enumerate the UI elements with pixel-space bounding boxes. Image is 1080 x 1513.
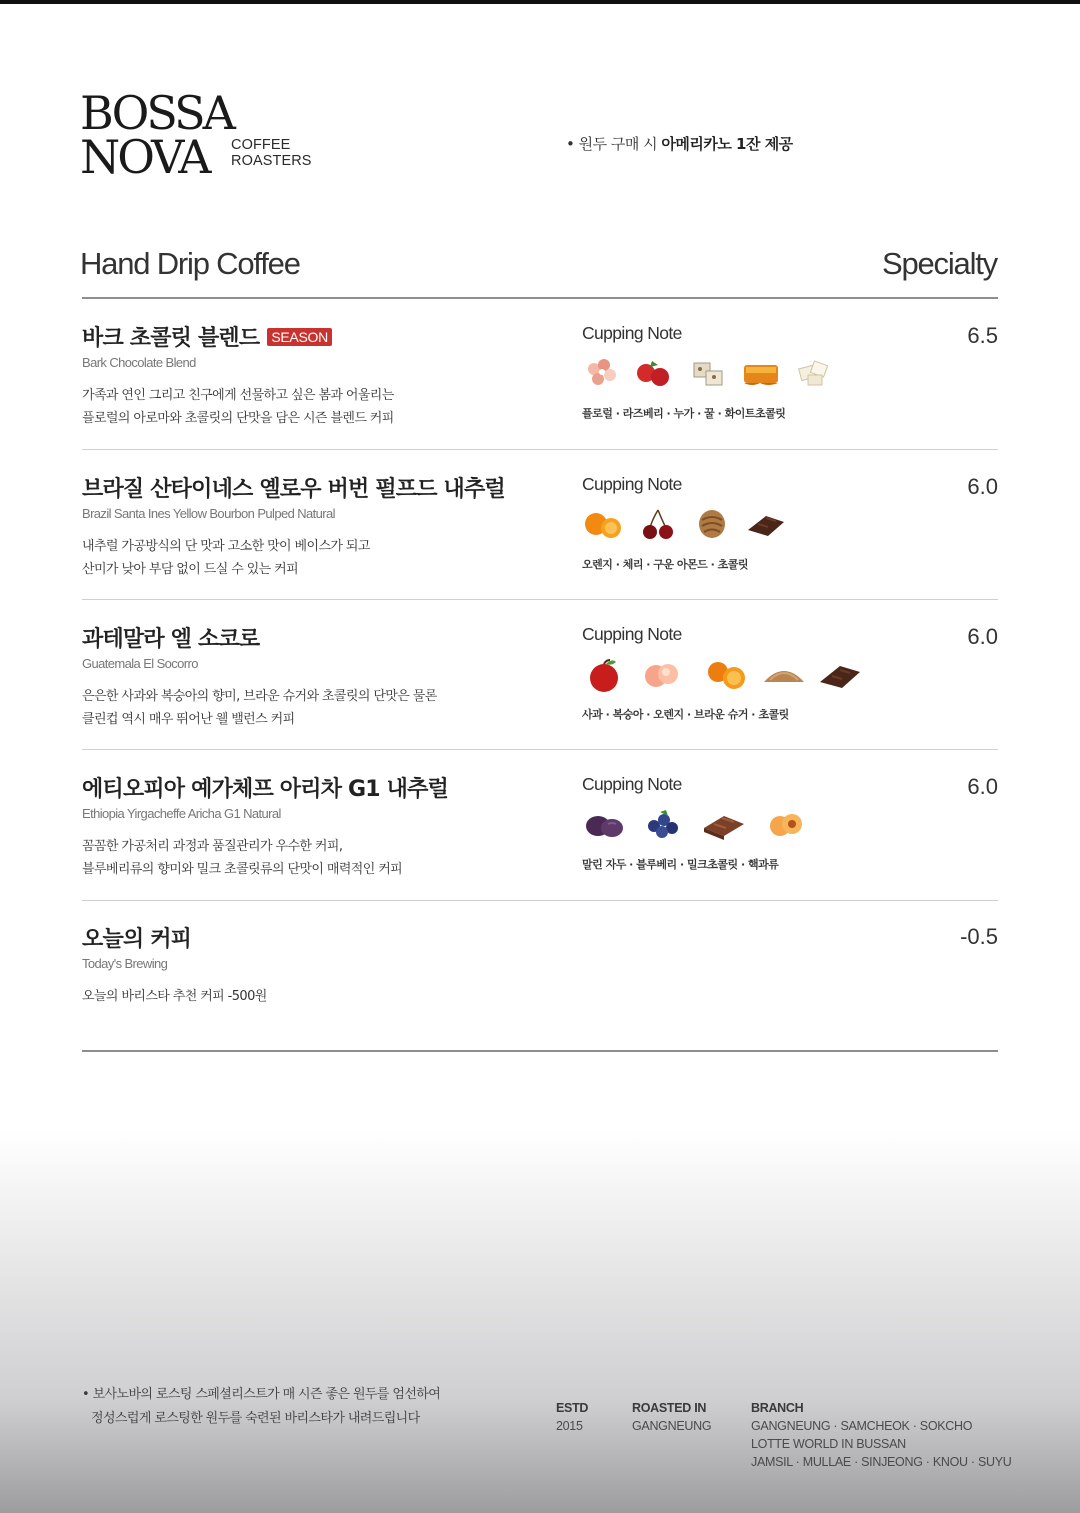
- item-description: [82, 535, 370, 581]
- item-price: 6.0: [967, 624, 998, 649]
- item-description-line: 꼼꼼한 가공처리 과정과 품질관리가 우수한 커피,: [82, 839, 343, 854]
- item-price: -0.5: [960, 924, 998, 949]
- footer-roasted-in: [632, 1399, 711, 1435]
- item-divider: [82, 449, 998, 450]
- cupping-notes-text: 말린 자두 · 블루베리 · 밀크초콜릿 · 핵과류: [582, 858, 779, 871]
- item-description-line: 클린컵 역시 매우 뛰어난 웰 밸런스 커피: [82, 712, 295, 727]
- milk-chocolate-icon: [700, 806, 748, 842]
- item-description-line: 가족과 연인 그리고 친구에게 선물하고 싶은 봄과 어울리는: [82, 388, 394, 403]
- almond-icon: [692, 506, 732, 542]
- notice-prefix: • 원두 구매 시: [566, 135, 662, 153]
- top-border: [0, 0, 1080, 4]
- menu-bottom-divider: [82, 1050, 998, 1052]
- item-name: [82, 321, 332, 352]
- nougat-icon: [688, 355, 728, 391]
- item-name: 오늘의 커피: [82, 927, 192, 952]
- footer-message: [82, 1383, 440, 1431]
- logo-tagline: COFFEE ROASTERS: [231, 137, 312, 169]
- floral-icon: [582, 355, 622, 391]
- cherry-icon: [638, 506, 678, 542]
- item-description: [82, 835, 402, 881]
- item-divider: [82, 900, 998, 901]
- roasted-value: GANGNEUNG: [632, 1419, 712, 1433]
- cupping-notes-text: 플로럴 · 라즈베리 · 누가 · 꿀 · 화이트초콜릿: [582, 407, 786, 420]
- item-description-line: 은은한 사과와 복숭아의 향미, 브라운 슈거와 초콜릿의 단맛은 물론: [82, 689, 437, 704]
- item-name-text: 바크 초콜릿 블렌드: [82, 326, 260, 351]
- brand-logo: [80, 86, 370, 184]
- cupping-note-label: Cupping Note: [582, 624, 682, 644]
- peach-icon: [640, 656, 684, 692]
- item-description-line: 블루베리류의 향미와 밀크 초콜릿류의 단맛이 매력적인 커피: [82, 862, 403, 877]
- logo-line-2: NOVA: [80, 130, 209, 184]
- white-chocolate-icon: [794, 355, 834, 391]
- brown-sugar-icon: [762, 656, 806, 692]
- item-description: [82, 985, 267, 1008]
- item-english-name: Today's Brewing: [82, 956, 168, 971]
- logo-line-1: BOSSA: [80, 86, 233, 140]
- menu-item: [82, 472, 998, 612]
- footer-message-line: 정성스럽게 로스팅한 원두를 숙련된 바리스타가 내려드립니다: [91, 1411, 420, 1426]
- cupping-note-label: Cupping Note: [582, 323, 682, 343]
- cupping-notes-text: 오렌지 · 체리 · 구운 아몬드 · 초콜릿: [582, 558, 748, 571]
- chocolate-icon: [816, 656, 864, 692]
- item-name: 브라질 산타이네스 옐로우 버번 펄프드 내추럴: [82, 477, 505, 502]
- orange-icon: [582, 506, 626, 542]
- item-english-name: Ethiopia Yirgacheffe Aricha G1 Natural: [82, 806, 281, 821]
- estd-value: 2015: [556, 1419, 583, 1433]
- footer-message-line: • 보사노바의 로스팅 스페셜리스트가 매 시즌 좋은 원두를 엄선하여: [82, 1387, 441, 1402]
- item-price: 6.0: [967, 474, 998, 499]
- item-english-name: Guatemala El Socorro: [82, 656, 198, 671]
- chocolate-icon: [744, 506, 788, 542]
- item-divider: [82, 749, 998, 750]
- roasted-label: ROASTED IN: [632, 1401, 707, 1415]
- honey-icon: [740, 355, 784, 391]
- menu-item: [82, 922, 998, 1062]
- item-english-name: Brazil Santa Ines Yellow Bourbon Pulped Natural: [82, 506, 335, 521]
- menu-item: [82, 772, 998, 912]
- item-description-line: 오늘의 바리스타 추천 커피 -500원: [82, 989, 267, 1004]
- apple-icon: [584, 656, 624, 694]
- prune-icon: [582, 806, 630, 842]
- menu-item: [82, 622, 998, 762]
- item-price: 6.5: [967, 323, 998, 348]
- blueberry-icon: [642, 806, 686, 842]
- cupping-note-label: Cupping Note: [582, 474, 682, 494]
- branch-line: JAMSIL · MULLAE · SINJEONG · KNOU · SUYU: [751, 1455, 1012, 1469]
- stone-fruit-icon: [766, 806, 806, 842]
- notice-highlight: 아메리카노 1잔 제공: [661, 135, 793, 153]
- section-title: Hand Drip Coffee: [80, 246, 300, 281]
- footer-estd: [556, 1399, 588, 1435]
- item-name: 과테말라 엘 소코로: [82, 627, 260, 652]
- section-divider: [82, 297, 998, 299]
- item-english-name: Bark Chocolate Blend: [82, 355, 196, 370]
- footer-branch: [751, 1399, 1012, 1471]
- bean-purchase-notice: [566, 133, 793, 154]
- item-name: 에티오피아 예가체프 아리차 G1 내추럴: [82, 777, 448, 802]
- item-price: 6.0: [967, 774, 998, 799]
- cupping-notes-text: 사과 · 복숭아 · 오렌지 · 브라운 슈거 · 초콜릿: [582, 708, 789, 721]
- section-category: Specialty: [882, 246, 997, 281]
- item-description-line: 산미가 낮아 부담 없이 드실 수 있는 커피: [82, 562, 299, 577]
- item-description: [82, 384, 394, 430]
- season-badge: SEASON: [267, 328, 332, 346]
- estd-label: ESTD: [556, 1401, 589, 1415]
- raspberry-icon: [634, 355, 674, 391]
- cupping-note-label: Cupping Note: [582, 774, 682, 794]
- item-divider: [82, 599, 998, 600]
- menu-item: [82, 321, 998, 461]
- item-description: [82, 685, 437, 731]
- orange-icon: [704, 656, 752, 692]
- item-description-line: 플로럴의 아로마와 초콜릿의 단맛을 담은 시즌 블렌드 커피: [82, 411, 394, 426]
- branch-line: GANGNEUNG · SAMCHEOK · SOKCHO: [751, 1419, 973, 1433]
- branch-label: BRANCH: [751, 1401, 804, 1415]
- item-description-line: 내추럴 가공방식의 단 맛과 고소한 맛이 베이스가 되고: [82, 539, 370, 554]
- branch-line: LOTTE WORLD IN BUSSAN: [751, 1437, 906, 1451]
